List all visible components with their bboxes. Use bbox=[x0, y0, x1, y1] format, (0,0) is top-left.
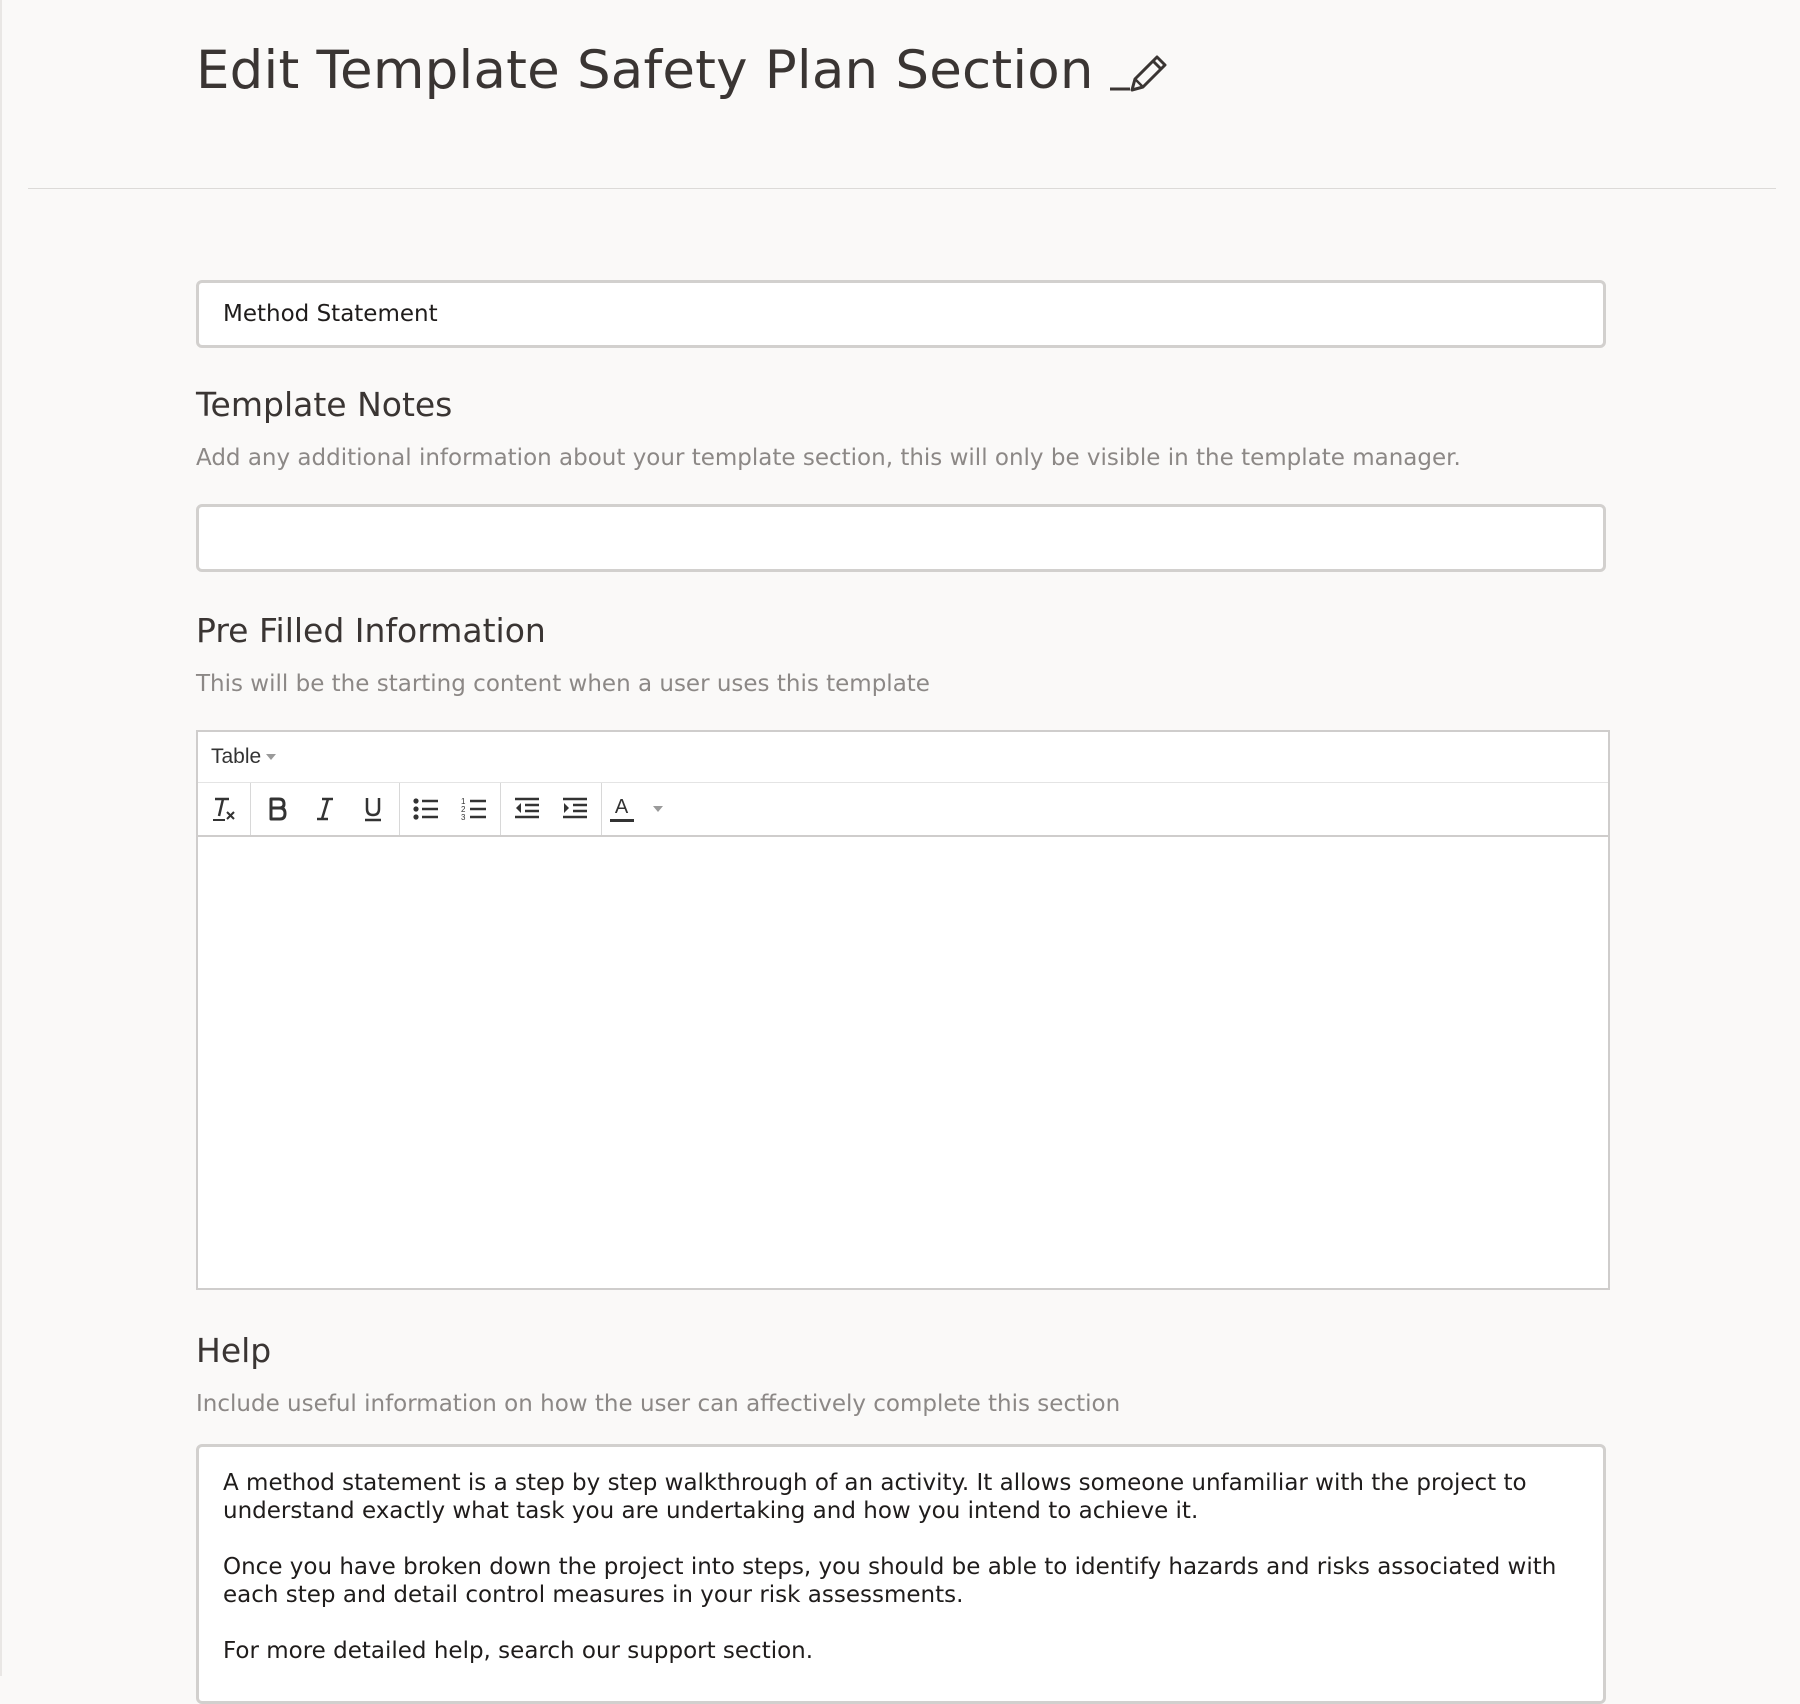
editor-toolbar bbox=[198, 783, 1608, 837]
template-notes-field[interactable] bbox=[196, 504, 1606, 572]
header-divider bbox=[28, 188, 1776, 189]
clear-formatting-icon bbox=[209, 794, 239, 824]
table-menu[interactable] bbox=[211, 745, 276, 769]
italic-icon bbox=[312, 794, 338, 824]
text-color-button[interactable] bbox=[604, 788, 668, 830]
clear-formatting-button[interactable] bbox=[200, 788, 248, 830]
pencil-edit-icon[interactable] bbox=[1108, 43, 1170, 99]
editor-menubar bbox=[198, 732, 1608, 783]
help-title: Help bbox=[196, 1331, 272, 1370]
toolbar-group-clear bbox=[198, 783, 251, 835]
help-textarea[interactable] bbox=[196, 1444, 1606, 1704]
text-color-icon bbox=[610, 797, 634, 822]
outdent-icon bbox=[512, 794, 542, 824]
numbered-list-button[interactable] bbox=[450, 788, 498, 830]
indent-icon bbox=[560, 794, 590, 824]
template-notes-title: Template Notes bbox=[196, 385, 453, 424]
text-color-swatch bbox=[610, 819, 634, 822]
chevron-down-icon bbox=[653, 806, 663, 812]
underline-button[interactable] bbox=[349, 788, 397, 830]
help-paragraph: Once you have broken down the project into steps, you should be able to identify hazards and risks associated with each step and detail control measures in your risk assessments. bbox=[223, 1554, 1557, 1608]
underline-icon bbox=[360, 794, 386, 824]
template-notes-description: Add any additional information about your template section, this will only be visible in the template manager. bbox=[196, 445, 1461, 471]
svg-text:1: 1 bbox=[461, 797, 466, 806]
toolbar-group-indent bbox=[501, 783, 602, 835]
editor-content-area[interactable] bbox=[198, 837, 1608, 1289]
chevron-down-icon bbox=[266, 754, 276, 760]
prefilled-rich-text-editor bbox=[196, 730, 1610, 1290]
text-color-glyph: A bbox=[614, 795, 629, 818]
toolbar-group-color bbox=[602, 783, 670, 835]
toolbar-group-lists bbox=[400, 783, 501, 835]
help-description: Include useful information on how the user can affectively complete this section bbox=[196, 1391, 1121, 1417]
help-paragraph: For more detailed help, search our support section. bbox=[223, 1638, 814, 1664]
page-title: Edit Template Safety Plan Section bbox=[196, 40, 1094, 101]
svg-text:3: 3 bbox=[461, 813, 466, 822]
indent-button[interactable] bbox=[551, 788, 599, 830]
numbered-list-icon bbox=[459, 794, 489, 824]
bulleted-list-icon bbox=[411, 794, 441, 824]
bold-icon bbox=[264, 794, 290, 824]
page-title-row bbox=[196, 36, 1170, 106]
help-paragraph: A method statement is a step by step walkthrough of an activity. It allows someone unfamiliar with the project to understand exactly what task you are undertaking and how you intend to achieve it. bbox=[223, 1470, 1527, 1524]
italic-button[interactable] bbox=[301, 788, 349, 830]
section-name-field[interactable] bbox=[196, 280, 1606, 348]
outdent-button[interactable] bbox=[503, 788, 551, 830]
bulleted-list-button[interactable] bbox=[402, 788, 450, 830]
bold-button[interactable] bbox=[253, 788, 301, 830]
toolbar-group-format bbox=[251, 783, 400, 835]
svg-text:2: 2 bbox=[461, 805, 466, 814]
table-menu-label: Table bbox=[211, 745, 262, 768]
page-left-edge bbox=[0, 0, 2, 1676]
prefilled-description: This will be the starting content when a user uses this template bbox=[196, 671, 930, 697]
prefilled-title: Pre Filled Information bbox=[196, 611, 546, 650]
